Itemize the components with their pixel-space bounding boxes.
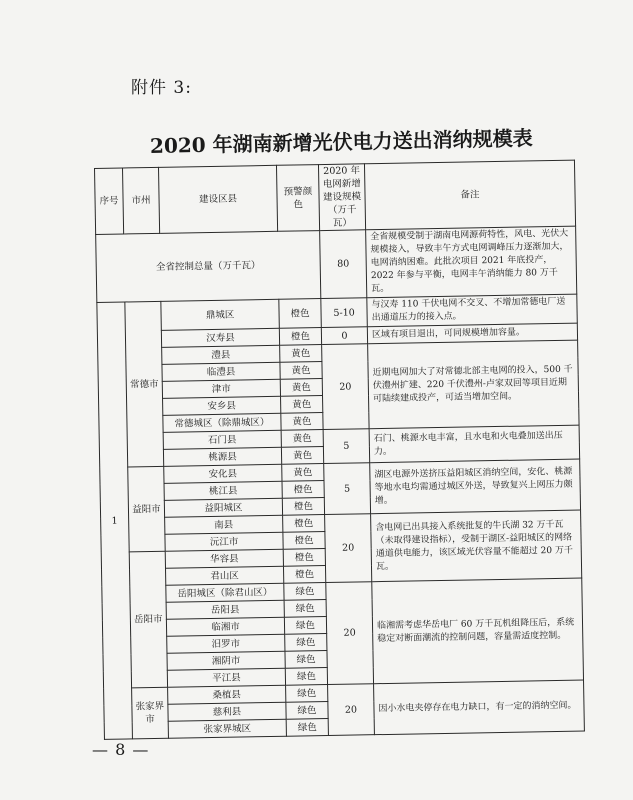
value-cell: 20 — [326, 582, 374, 685]
note-cell: 近期电网加大了对常德北部主电网的投入，500 千伏澧州扩建、220 千伏澧州-卢家双回等项目近期可陆续建成投产，可适当增加空间。 — [368, 340, 579, 429]
city-cell: 常德市 — [125, 301, 164, 467]
county-cell: 桑植县 — [168, 685, 286, 704]
header-scale: 2020 年电网新增建设规模（万千瓦） — [318, 164, 365, 231]
note-cell: 区域有项目退出，可同规模增加容量。 — [367, 323, 577, 344]
county-cell: 临湘市 — [166, 617, 284, 636]
header-seq: 序号 — [95, 168, 124, 234]
color-cell: 绿色 — [286, 702, 328, 720]
city-cell: 益阳市 — [128, 466, 165, 552]
value-cell: 5-10 — [321, 298, 367, 328]
color-cell: 橙色 — [283, 566, 325, 584]
color-cell: 绿色 — [286, 718, 328, 736]
county-cell: 岳阳县 — [166, 600, 284, 619]
color-cell: 黄色 — [280, 345, 322, 363]
color-cell: 黄色 — [280, 362, 322, 380]
color-cell: 橙色 — [282, 481, 324, 499]
color-cell: 绿色 — [284, 617, 326, 635]
note-cell: 因小水电夹停存在电力缺口，有一定的消纳空间。 — [374, 680, 585, 735]
note-cell: 湖区电源外送挤压益阳城区消纳空间，安化、桃源等地水电均需通过城区外送，导致复兴上网压力颇增。 — [370, 459, 581, 514]
city-cell: 张家界市 — [132, 687, 169, 739]
color-cell: 橙色 — [283, 549, 325, 567]
value-cell: 20 — [325, 514, 372, 583]
note-cell: 临湘需考虑华岳电厂 60 万千瓦机组降压后，系统稳定对断面潮流的控制问题，容量需适度控制。 — [372, 578, 584, 684]
seq-cell: 1 — [97, 302, 133, 739]
color-cell: 橙色 — [283, 532, 325, 550]
table-title: 2020 年湖南新增光伏电力送出消纳规模表 — [149, 125, 533, 158]
color-cell: 黄色 — [281, 430, 323, 448]
total-value: 80 — [320, 230, 367, 299]
county-cell: 鼎城区 — [161, 299, 279, 330]
county-cell: 湘阴市 — [167, 651, 285, 670]
note-cell: 与汉寿 110 千伏电网不交叉、不增加常德电厂送出通道压力的接入点。 — [367, 294, 577, 327]
note-cell: 石门、桃源水电丰富，且水电和火电叠加送出压力。 — [369, 425, 580, 463]
color-cell: 橙色 — [279, 328, 321, 346]
note-cell: 含电网已出具接入系统批复的牛氏湖 32 万千瓦（未取得建设指标），受制于湖区-益阳城区的网络通道供电能力，该区域光伏容量不能超过 20 万千瓦。 — [371, 510, 582, 582]
color-cell: 橙色 — [279, 299, 321, 329]
county-cell: 益阳城区 — [164, 498, 282, 517]
county-cell: 岳阳城区（除君山区） — [166, 583, 284, 602]
color-cell: 黄色 — [280, 379, 322, 397]
color-cell: 绿色 — [285, 668, 327, 686]
total-note: 全省规模受制于湖南电网源荷特性，风电、光伏大规模接入，导致丰午方式电网调峰压力逐渐加大，电网消纳困难。此批次项目 2021 年底投产，2022 年参与平衡，电网丰午消纳能力 80 万千瓦。 — [366, 226, 577, 298]
color-cell: 绿色 — [284, 600, 326, 618]
header-county: 建设区县 — [158, 165, 277, 233]
county-cell: 澧县 — [162, 345, 280, 364]
county-cell: 桃江县 — [164, 481, 282, 500]
color-cell: 黄色 — [281, 447, 323, 465]
county-cell: 汨罗市 — [167, 634, 285, 653]
county-cell: 汉寿县 — [161, 328, 279, 347]
color-cell: 绿色 — [284, 583, 326, 601]
value-cell: 5 — [323, 429, 370, 464]
color-cell: 黄色 — [281, 396, 323, 414]
county-cell: 石门县 — [163, 430, 281, 449]
color-cell: 绿色 — [285, 651, 327, 669]
county-cell: 慈利县 — [168, 702, 286, 721]
county-cell: 桃源县 — [163, 447, 281, 466]
county-cell: 张家界城区 — [168, 719, 286, 738]
county-cell: 南县 — [165, 515, 283, 534]
value-cell: 5 — [324, 463, 371, 515]
value-cell: 20 — [328, 684, 375, 736]
capacity-table — [94, 160, 585, 740]
header-city: 市州 — [123, 167, 160, 234]
value-cell: 0 — [321, 327, 367, 345]
page-number: — 8 — — [92, 740, 150, 759]
county-cell: 常德城区（除鼎城区） — [163, 413, 281, 432]
county-cell: 君山区 — [165, 566, 283, 585]
county-cell: 安乡县 — [163, 396, 281, 415]
value-cell: 20 — [322, 344, 369, 430]
table-container — [94, 160, 585, 740]
county-cell: 津市 — [162, 379, 280, 398]
city-cell: 岳阳市 — [129, 551, 167, 688]
county-cell: 临澧县 — [162, 362, 280, 381]
color-cell: 橙色 — [283, 515, 325, 533]
attachment-label: 附件 3: — [131, 78, 192, 98]
color-cell: 橙色 — [282, 498, 324, 516]
color-cell: 黄色 — [282, 464, 324, 482]
county-cell: 华容县 — [165, 549, 283, 568]
header-note: 备注 — [364, 160, 575, 230]
color-cell: 绿色 — [286, 685, 328, 703]
county-cell: 平江县 — [167, 668, 285, 687]
color-cell: 绿色 — [285, 634, 327, 652]
color-cell: 黄色 — [281, 413, 323, 431]
county-cell: 安化县 — [164, 464, 282, 483]
header-row — [95, 160, 576, 234]
total-label: 全省控制总量（万千瓦） — [96, 231, 321, 303]
total-row — [96, 226, 577, 302]
county-cell: 沅江市 — [165, 532, 283, 551]
header-warning: 预警颜色 — [276, 165, 319, 232]
